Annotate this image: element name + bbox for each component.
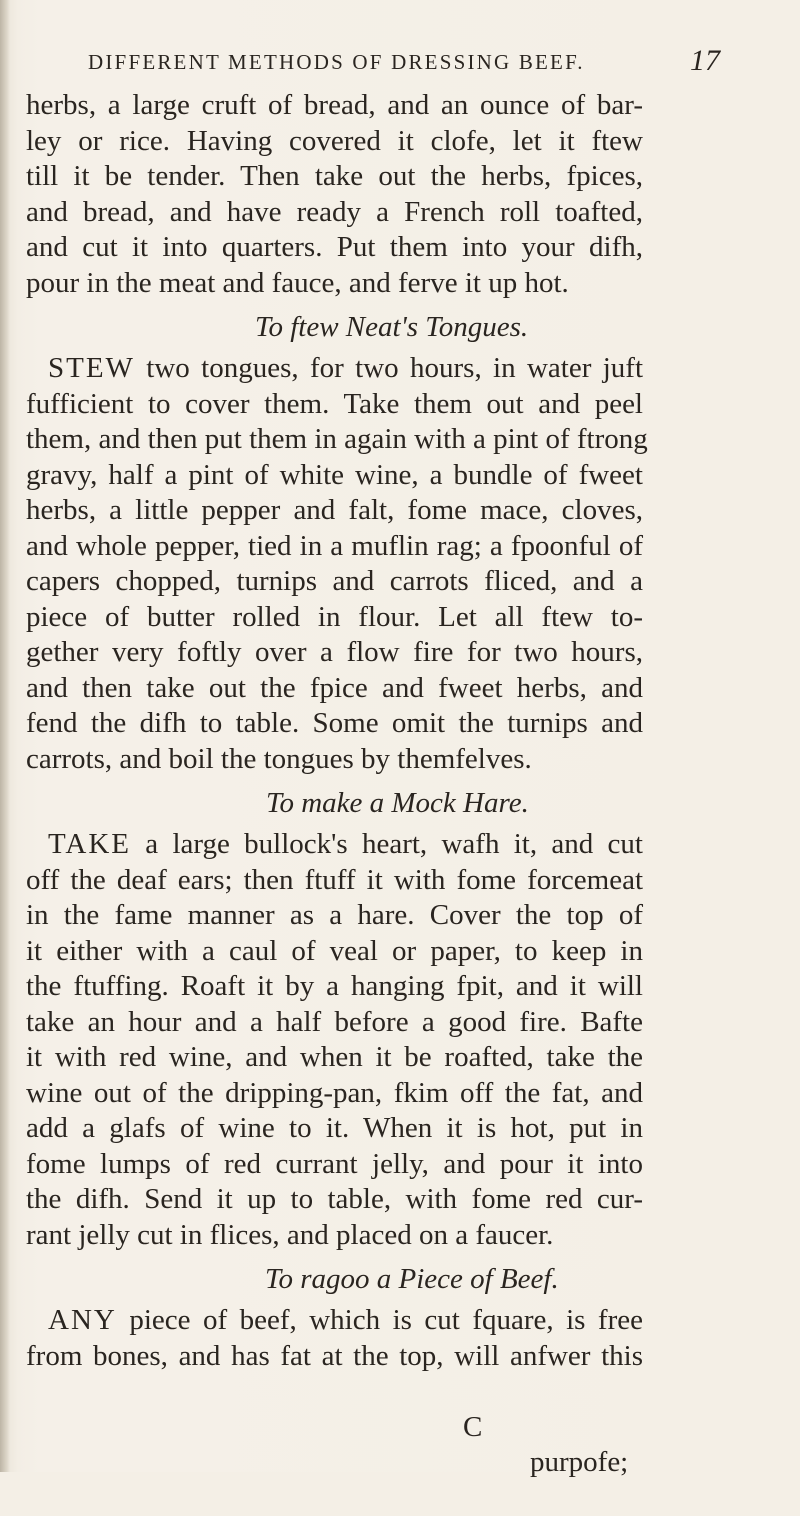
recipe-heading-mock-hare: To make a Mock Hare.: [266, 787, 529, 819]
text-line: and whole pepper, tied in a muflin rag; a fpoonful of: [26, 529, 643, 562]
text-line: [26, 827, 643, 863]
catchword: purpofe;: [530, 1446, 629, 1478]
text-line: piece of butter rolled in flour. Let all ftew to-: [26, 600, 643, 633]
text-line: fome lumps of red currant jelly, and pour it into: [26, 1147, 643, 1180]
text-line: herbs, a large cruft of bread, and an ounce of bar-: [26, 89, 643, 121]
text-line-rest: piece of beef, which is cut fquare, is free: [116, 1304, 643, 1336]
text-line: ley or rice. Having covered it clofe, let it ftew: [26, 124, 643, 157]
text-line: in the fame manner as a hare. Cover the top of: [26, 899, 643, 931]
text-line-rest: two tongues, for two hours, in water juft: [134, 352, 643, 384]
text-line: herbs, a little pepper and falt, fome mace, cloves,: [26, 494, 643, 526]
page-gutter: [0, 0, 10, 1472]
recipe-heading-tongues: To ftew Neat's Tongues.: [255, 311, 529, 343]
text-line: and then take out the fpice and fweet herbs, and: [26, 671, 643, 704]
text-line: rant jelly cut in flices, and placed on a faucer.: [26, 1218, 554, 1251]
paragraph-intro: [18, 88, 788, 301]
text-line: the difh. Send it up to table, with fome red cur-: [26, 1183, 643, 1215]
text-line: off the deaf ears; then ftuff it with fome forcemeat: [26, 863, 643, 896]
recipe-tongues: [18, 351, 788, 777]
page-footer-line: [26, 1374, 788, 1478]
recipe-heading-ragoo-beef: To ragoo a Piece of Beef.: [265, 1263, 559, 1295]
text-line: till it be tender. Then take out the herbs, fpices,: [26, 160, 643, 192]
text-line: pour in the meat and fauce, and ferve it up hot.: [26, 266, 569, 299]
text-line: from bones, and has fat at the top, will anfwer this: [26, 1339, 643, 1372]
recipe-mock-hare: [18, 827, 788, 1253]
text-line: it with red wine, and when it be roafted, take the: [26, 1041, 643, 1073]
text-line: fufficient to cover them. Take them out and peel: [26, 387, 643, 420]
text-line: fend the difh to table. Some omit the turnips and: [26, 707, 643, 739]
text-line: it either with a caul of veal or paper, to keep in: [26, 934, 643, 967]
text-line: wine out of the dripping-pan, fkim off the fat, and: [26, 1076, 643, 1109]
text-line: and bread, and have ready a French roll toafted,: [26, 195, 643, 228]
text-line: gravy, half a pint of white wine, a bundle of fweet: [26, 458, 643, 491]
lead-word: TAKE: [48, 828, 131, 860]
text-line: add a glafs of wine to it. When it is hot, put in: [26, 1112, 643, 1144]
running-head: [88, 44, 720, 77]
text-line: capers chopped, turnips and carrots fliced, and a: [26, 565, 643, 597]
text-line: carrots, and boil the tongues by themfelves.: [26, 742, 532, 775]
text-line: them, and then put them in again with a pint of ftrong: [26, 423, 648, 455]
page-body: [18, 88, 788, 1478]
text-line: the ftuffing. Roaft it by a hanging fpit, and it will: [26, 970, 643, 1002]
text-line: [26, 1303, 643, 1339]
text-line: gether very foftly over a flow fire for two hours,: [26, 636, 643, 668]
signature-mark: C: [463, 1410, 483, 1443]
page-number: 17: [690, 44, 720, 77]
lead-word: ANY: [48, 1304, 117, 1336]
running-head-title: DIFFERENT METHODS OF DRESSING BEEF.: [88, 50, 585, 74]
lead-word: STEW: [48, 352, 135, 384]
text-line: and cut it into quarters. Put them into your difh,: [26, 231, 643, 263]
text-line: [26, 351, 643, 387]
recipe-ragoo-beef: [18, 1303, 788, 1478]
text-line: take an hour and a half before a good fire. Bafte: [26, 1005, 643, 1038]
text-line-rest: a large bullock's heart, wafh it, and cut: [131, 828, 643, 860]
